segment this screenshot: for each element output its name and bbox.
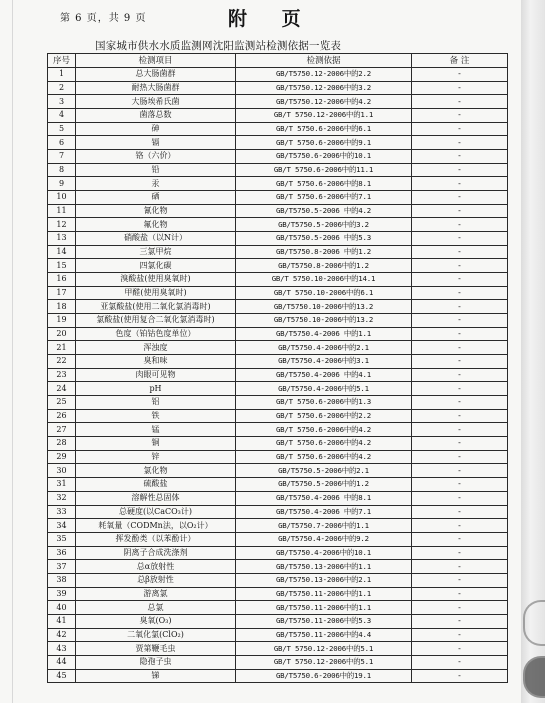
- table-row: [48, 423, 508, 437]
- test-item: 铜: [76, 437, 236, 451]
- test-basis: GB/T5750.8-2006 中的1.2: [236, 245, 412, 259]
- remarks: -: [412, 204, 508, 218]
- test-item: 铬（六价）: [76, 150, 236, 164]
- remarks: -: [412, 300, 508, 314]
- test-item: 砷: [76, 122, 236, 136]
- table-row: [48, 150, 508, 164]
- table-row: [48, 368, 508, 382]
- row-index: 29: [48, 450, 76, 464]
- table-row: [48, 300, 508, 314]
- table-row: [48, 163, 508, 177]
- table-row: [48, 68, 508, 82]
- table-row: [48, 81, 508, 95]
- remarks: -: [412, 136, 508, 150]
- table-row: [48, 546, 508, 560]
- remarks: -: [412, 177, 508, 191]
- remarks: -: [412, 423, 508, 437]
- remarks: -: [412, 409, 508, 423]
- test-item: 总大肠菌群: [76, 68, 236, 82]
- table-row: [48, 314, 508, 328]
- test-basis: GB/T 5750.12-2006中的1.1: [236, 109, 412, 123]
- test-basis: GB/T5750.4-2006中的3.1: [236, 355, 412, 369]
- row-index: 45: [48, 669, 76, 683]
- test-item: 四氯化碳: [76, 259, 236, 273]
- table-row: [48, 560, 508, 574]
- remarks: -: [412, 464, 508, 478]
- test-item: 总α放射性: [76, 560, 236, 574]
- test-item: 阴离子合成洗涤剂: [76, 546, 236, 560]
- test-basis: GB/T 5750.10-2006中的14.1: [236, 273, 412, 287]
- remarks: -: [412, 163, 508, 177]
- remarks: -: [412, 150, 508, 164]
- remarks: -: [412, 655, 508, 669]
- row-index: 20: [48, 327, 76, 341]
- test-basis: GB/T5750.12-2006中的4.2: [236, 95, 412, 109]
- test-basis: GB/T5750.4-2006 中的4.1: [236, 368, 412, 382]
- row-index: 1: [48, 68, 76, 82]
- table-row: [48, 191, 508, 205]
- test-item: 耗氧量（CODMn法，以O₂计）: [76, 519, 236, 533]
- remarks: -: [412, 122, 508, 136]
- scan-edge-line: [12, 0, 13, 703]
- test-basis: GB/T5750.11-2006中的4.4: [236, 628, 412, 642]
- row-index: 12: [48, 218, 76, 232]
- remarks: -: [412, 191, 508, 205]
- table-row: [48, 464, 508, 478]
- remarks: -: [412, 478, 508, 492]
- row-index: 8: [48, 163, 76, 177]
- test-basis: GB/T 5750.6-2006中的2.2: [236, 409, 412, 423]
- test-item: 臭和味: [76, 355, 236, 369]
- table-row: [48, 109, 508, 123]
- test-item: 挥发酚类（以苯酚计）: [76, 532, 236, 546]
- table-row: [48, 478, 508, 492]
- remarks: -: [412, 232, 508, 246]
- test-item: 氯酸盐(使用复合二氧化氯消毒时): [76, 314, 236, 328]
- row-index: 30: [48, 464, 76, 478]
- test-item: 大肠埃希氏菌: [76, 95, 236, 109]
- remarks: -: [412, 81, 508, 95]
- remarks: -: [412, 396, 508, 410]
- table-row: [48, 409, 508, 423]
- test-basis: GB/T 5750.6-2006中的4.2: [236, 423, 412, 437]
- test-item: 隐孢子虫: [76, 655, 236, 669]
- test-basis: GB/T 5750.12-2006中的5.1: [236, 642, 412, 656]
- table-row: [48, 614, 508, 628]
- remarks: -: [412, 491, 508, 505]
- row-index: 13: [48, 232, 76, 246]
- test-basis: GB/T 5750.6-2006中的1.3: [236, 396, 412, 410]
- remarks: -: [412, 95, 508, 109]
- row-index: 21: [48, 341, 76, 355]
- test-item: 菌落总数: [76, 109, 236, 123]
- row-index: 42: [48, 628, 76, 642]
- remarks: -: [412, 341, 508, 355]
- row-index: 33: [48, 505, 76, 519]
- row-index: 2: [48, 81, 76, 95]
- test-basis: GB/T5750.12-2006中的2.2: [236, 68, 412, 82]
- table-row: [48, 573, 508, 587]
- remarks: -: [412, 314, 508, 328]
- remarks: -: [412, 286, 508, 300]
- test-item: 游离氯: [76, 587, 236, 601]
- test-basis: GB/T5750.4-2006中的5.1: [236, 382, 412, 396]
- test-item: 氰化物: [76, 204, 236, 218]
- remarks: -: [412, 109, 508, 123]
- row-index: 14: [48, 245, 76, 259]
- remarks: -: [412, 273, 508, 287]
- table-row: [48, 341, 508, 355]
- table-row: [48, 437, 508, 451]
- test-basis-table: [47, 53, 508, 683]
- test-item: 耐热大肠菌群: [76, 81, 236, 95]
- test-item: 氟化物: [76, 218, 236, 232]
- test-item: 色度（铂钴色度单位）: [76, 327, 236, 341]
- test-item: 氯化物: [76, 464, 236, 478]
- table-row: [48, 587, 508, 601]
- row-index: 22: [48, 355, 76, 369]
- remarks: -: [412, 532, 508, 546]
- test-item: 贾第鞭毛虫: [76, 642, 236, 656]
- row-index: 16: [48, 273, 76, 287]
- table-row: [48, 491, 508, 505]
- row-index: 19: [48, 314, 76, 328]
- row-index: 18: [48, 300, 76, 314]
- test-basis: GB/T 5750.6-2006中的4.2: [236, 450, 412, 464]
- test-basis: GB/T 5750.6-2006中的9.1: [236, 136, 412, 150]
- remarks: -: [412, 437, 508, 451]
- table-row: [48, 505, 508, 519]
- table-row: [48, 396, 508, 410]
- remarks: -: [412, 505, 508, 519]
- test-item: 硝酸盐（以N计）: [76, 232, 236, 246]
- table-row: [48, 450, 508, 464]
- remarks: -: [412, 245, 508, 259]
- table-row: [48, 519, 508, 533]
- test-basis: GB/T5750.6-2006中的19.1: [236, 669, 412, 683]
- row-index: 7: [48, 150, 76, 164]
- test-basis: GB/T 5750.6-2006中的8.1: [236, 177, 412, 191]
- test-basis: GB/T5750.4-2006 中的7.1: [236, 505, 412, 519]
- remarks: -: [412, 259, 508, 273]
- test-basis: GB/T5750.13-2006中的1.1: [236, 560, 412, 574]
- test-basis: GB/T5750.5-2006中的2.1: [236, 464, 412, 478]
- row-index: 40: [48, 601, 76, 615]
- remarks: -: [412, 519, 508, 533]
- row-index: 39: [48, 587, 76, 601]
- column-header-index: 序号: [48, 54, 76, 68]
- row-index: 38: [48, 573, 76, 587]
- table-row: [48, 642, 508, 656]
- remarks: -: [412, 327, 508, 341]
- remarks: -: [412, 628, 508, 642]
- test-basis: GB/T 5750.12-2006中的5.1: [236, 655, 412, 669]
- test-basis: GB/T5750.11-2006中的5.3: [236, 614, 412, 628]
- row-index: 31: [48, 478, 76, 492]
- table-row: [48, 601, 508, 615]
- test-item: 三氯甲烷: [76, 245, 236, 259]
- test-item: 镉: [76, 136, 236, 150]
- table-row: [48, 532, 508, 546]
- test-basis: GB/T5750.13-2006中的2.1: [236, 573, 412, 587]
- test-item: 汞: [76, 177, 236, 191]
- table-row: [48, 136, 508, 150]
- row-index: 11: [48, 204, 76, 218]
- remarks: -: [412, 669, 508, 683]
- test-basis: GB/T 5750.6-2006中的4.2: [236, 437, 412, 451]
- test-item: 硒: [76, 191, 236, 205]
- test-basis: GB/T5750.5-2006 中的4.2: [236, 204, 412, 218]
- test-item: 溶解性总固体: [76, 491, 236, 505]
- row-index: 4: [48, 109, 76, 123]
- test-item: 总β放射性: [76, 573, 236, 587]
- table-row: [48, 122, 508, 136]
- row-index: 32: [48, 491, 76, 505]
- test-basis: GB/T 5750.10-2006中的6.1: [236, 286, 412, 300]
- remarks: -: [412, 560, 508, 574]
- remarks: -: [412, 368, 508, 382]
- row-index: 37: [48, 560, 76, 574]
- test-basis: GB/T5750.5-2006 中的5.3: [236, 232, 412, 246]
- row-index: 6: [48, 136, 76, 150]
- scan-margin-strip: [521, 0, 545, 703]
- seal-fragment: [523, 600, 545, 646]
- row-index: 17: [48, 286, 76, 300]
- document-title: 国家城市供水水质监测网沈阳监测站检测依据一览表: [95, 40, 342, 52]
- remarks: -: [412, 601, 508, 615]
- test-basis: GB/T 5750.6-2006中的6.1: [236, 122, 412, 136]
- test-basis: GB/T5750.4-2006中的9.2: [236, 532, 412, 546]
- remarks: -: [412, 614, 508, 628]
- row-index: 9: [48, 177, 76, 191]
- row-index: 26: [48, 409, 76, 423]
- row-index: 35: [48, 532, 76, 546]
- test-item: 二氧化氯(ClO₂): [76, 628, 236, 642]
- remarks: -: [412, 587, 508, 601]
- column-header-item: 检测项目: [76, 54, 236, 68]
- table-row: [48, 232, 508, 246]
- test-item: 臭氧(O₃): [76, 614, 236, 628]
- row-index: 41: [48, 614, 76, 628]
- column-header-remarks: 备 注: [412, 54, 508, 68]
- table-body: [48, 68, 508, 683]
- remarks: -: [412, 450, 508, 464]
- remarks: -: [412, 68, 508, 82]
- row-index: 10: [48, 191, 76, 205]
- test-item: 锰: [76, 423, 236, 437]
- row-index: 34: [48, 519, 76, 533]
- row-index: 5: [48, 122, 76, 136]
- row-index: 3: [48, 95, 76, 109]
- test-item: 总氯: [76, 601, 236, 615]
- table-row: [48, 218, 508, 232]
- test-basis: GB/T5750.10-2006中的13.2: [236, 300, 412, 314]
- table-row: [48, 286, 508, 300]
- test-item: pH: [76, 382, 236, 396]
- test-basis: GB/T5750.12-2006中的3.2: [236, 81, 412, 95]
- test-item: 总硬度(以CaCO₃计): [76, 505, 236, 519]
- test-basis: GB/T5750.6-2006中的10.1: [236, 150, 412, 164]
- table-row: [48, 382, 508, 396]
- test-item: 亚氯酸盐(使用二氧化氯消毒时): [76, 300, 236, 314]
- row-index: 44: [48, 655, 76, 669]
- table-row: [48, 655, 508, 669]
- remarks: -: [412, 218, 508, 232]
- test-item: 硫酸盐: [76, 478, 236, 492]
- table-row: [48, 245, 508, 259]
- remarks: -: [412, 546, 508, 560]
- row-index: 27: [48, 423, 76, 437]
- row-index: 23: [48, 368, 76, 382]
- test-basis: GB/T5750.4-2006 中的1.1: [236, 327, 412, 341]
- test-item: 肉眼可见物: [76, 368, 236, 382]
- remarks: -: [412, 642, 508, 656]
- row-index: 28: [48, 437, 76, 451]
- table-header-row: [48, 54, 508, 68]
- table-row: [48, 628, 508, 642]
- test-basis: GB/T5750.4-2006中的2.1: [236, 341, 412, 355]
- row-index: 43: [48, 642, 76, 656]
- test-item: 铅: [76, 163, 236, 177]
- column-header-basis: 检测依据: [236, 54, 412, 68]
- test-item: 浑浊度: [76, 341, 236, 355]
- test-basis: GB/T5750.7-2006中的1.1: [236, 519, 412, 533]
- table-row: [48, 204, 508, 218]
- test-item: 溴酸盐(使用臭氧时): [76, 273, 236, 287]
- test-basis: GB/T5750.4-2006 中的8.1: [236, 491, 412, 505]
- table-row: [48, 327, 508, 341]
- test-basis: GB/T5750.11-2006中的1.1: [236, 601, 412, 615]
- row-index: 36: [48, 546, 76, 560]
- table-row: [48, 273, 508, 287]
- remarks: -: [412, 355, 508, 369]
- row-index: 15: [48, 259, 76, 273]
- table-row: [48, 177, 508, 191]
- test-item: 锌: [76, 450, 236, 464]
- appendix-title: 附 页: [228, 8, 315, 30]
- test-basis: GB/T5750.8-2006中的1.2: [236, 259, 412, 273]
- test-item: 甲醛(使用臭氧时): [76, 286, 236, 300]
- remarks: -: [412, 573, 508, 587]
- test-basis: GB/T5750.5-2006中的3.2: [236, 218, 412, 232]
- page-number: 第 6 页，共 9 页: [60, 13, 147, 24]
- table-row: [48, 259, 508, 273]
- test-basis: GB/T 5750.6-2006中的7.1: [236, 191, 412, 205]
- test-basis: GB/T 5750.6-2006中的11.1: [236, 163, 412, 177]
- test-basis: GB/T5750.11-2006中的1.1: [236, 587, 412, 601]
- remarks: -: [412, 382, 508, 396]
- test-basis: GB/T5750.4-2006中的10.1: [236, 546, 412, 560]
- table-row: [48, 355, 508, 369]
- table-row: [48, 669, 508, 683]
- test-item: 铁: [76, 409, 236, 423]
- row-index: 24: [48, 382, 76, 396]
- test-item: 铝: [76, 396, 236, 410]
- table-row: [48, 95, 508, 109]
- test-basis: GB/T5750.5-2006中的1.2: [236, 478, 412, 492]
- row-index: 25: [48, 396, 76, 410]
- test-item: 锑: [76, 669, 236, 683]
- test-basis: GB/T5750.10-2006中的13.2: [236, 314, 412, 328]
